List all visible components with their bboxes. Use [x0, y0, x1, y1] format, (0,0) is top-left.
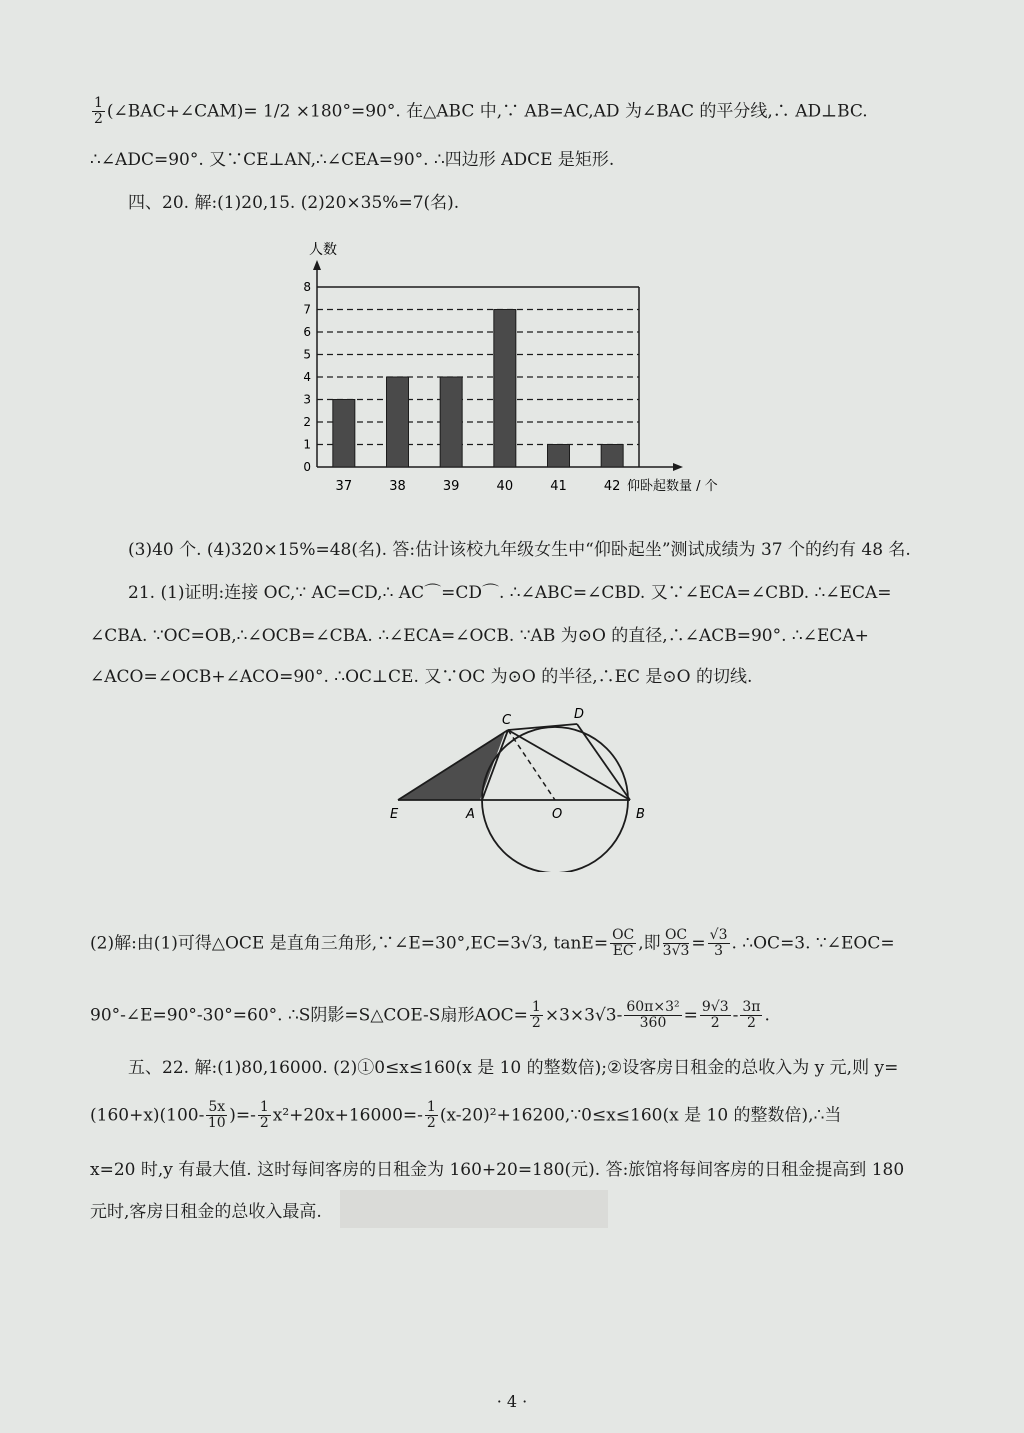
- fraction-r3-3: $\frac{√3}{3}$: [709, 927, 728, 960]
- line-cd: [508, 724, 577, 730]
- line-6: ∠CBA. ∵OC=OB,∴∠OCB=∠CBA. ∴∠ECA=∠OCB. ∵AB 为⊙O 的直径,∴∠ACB=90°. ∴∠ECA+: [90, 626, 869, 646]
- bar-chart: [290, 238, 760, 500]
- y-tick-label: 1: [303, 437, 311, 452]
- y-tick-label: 0: [303, 460, 311, 474]
- line-db: [577, 724, 630, 800]
- line-5: 21. (1)证明:连接 OC,∵ AC=CD,∴ AC⌒=CD⌒. ∴∠ABC=∠CBD. 又∵∠ECA=∠CBD. ∴∠ECA=: [128, 583, 892, 603]
- x-axis-label: 仰卧起数量 / 个: [627, 479, 718, 494]
- label-b: B: [636, 807, 645, 822]
- y-axis-label: 人数: [309, 242, 337, 258]
- fraction-half-4: $\frac{1}{2}$: [426, 1099, 436, 1132]
- x-tick-label: 39: [442, 479, 460, 494]
- y-tick-label: 4: [303, 370, 311, 384]
- label-d: D: [574, 707, 585, 722]
- y-tick-label: 6: [303, 325, 311, 339]
- fraction-5x: $\frac{5x}{10}$: [207, 1099, 226, 1132]
- line-co: [508, 730, 555, 800]
- fraction-oc-3r3: $\frac{OC}{3√3}$: [662, 927, 690, 960]
- y-tick-label: 5: [303, 347, 311, 362]
- bar: [548, 445, 570, 468]
- line-11: (160+x)(100- $\frac{5x}{10}$ )=- $\frac{1}{2}$ x²+20x+16000=- $\frac{1}{2}$ (x-20)²+16200,∵0≤x≤160(x 是 10 的整数倍),∴当: [90, 1099, 842, 1132]
- x-tick-label: 40: [496, 479, 514, 494]
- bar: [387, 377, 409, 467]
- y-axis-arrow: [313, 260, 321, 270]
- bar: [333, 400, 355, 468]
- y-tick-label: 2: [303, 415, 311, 429]
- line-4: (3)40 个. (4)320×15%=48(名). 答:估计该校九年级女生中“仰卧起坐”测试成绩为 37 个的约有 48 名.: [128, 540, 911, 560]
- line-9: 90°-∠E=90°-30°=60°. ∴S阴影=S△COE-S扇形AOC= $\frac{1}{2}$ ×3×3√3- $\frac{\text{60π×3²}}{360}$ = $\frac{9√3}{2}$ - $\frac{3\pi}{2}$ .: [90, 999, 770, 1032]
- line-cb: [508, 730, 630, 800]
- label-a: A: [466, 807, 475, 822]
- fraction-three-pi: $\frac{3\pi}{2}$: [742, 999, 761, 1032]
- line-8: (2)解:由(1)可得△OCE 是直角三角形,∵∠E=30°,EC=3√3, tanE= $\frac{OC}{EC}$ ,即 $\frac{OC}{3√3}$ = $\frac{√3}{3}$ . ∴OC=3. ∵∠EOC=: [90, 927, 895, 960]
- x-tick-label: 37: [335, 479, 353, 494]
- x-tick-label: 38: [389, 479, 406, 494]
- x-tick-label: 41: [550, 479, 567, 494]
- fraction-oc-ec: $\frac{OC}{EC}$: [612, 927, 635, 960]
- circle-figure: [380, 700, 670, 872]
- line-13: 元时,客房日租金的总收入最高.: [90, 1202, 322, 1222]
- label-o: O: [552, 807, 563, 822]
- y-tick-label: 8: [303, 280, 311, 294]
- fraction-half-3: $\frac{1}{2}$: [259, 1099, 269, 1132]
- bar: [440, 377, 462, 467]
- line-3: 四、20. 解:(1)20,15. (2)20×35%=7(名).: [128, 193, 460, 213]
- fraction-half-2: $\frac{1}{2}$: [531, 999, 541, 1032]
- label-e: E: [390, 807, 399, 822]
- line-12: x=20 时,y 有最大值. 这时每间客房的日租金为 160+20=180(元). 答:旅馆将每间客房的日租金提高到 180: [90, 1160, 905, 1180]
- label-c: C: [502, 713, 512, 728]
- page-number: · 4 ·: [496, 1392, 528, 1411]
- blank-box: [340, 1190, 608, 1228]
- y-tick-label: 7: [303, 302, 311, 317]
- fraction-sector: $\frac{\text{60π×3²}}{360}$: [626, 999, 680, 1032]
- bar: [494, 310, 516, 468]
- y-tick-label: 3: [303, 392, 311, 407]
- line-2: ∴∠ADC=90°. 又∵CE⊥AN,∴∠CEA=90°. ∴四边形 ADCE 是矩形.: [90, 150, 615, 170]
- bar: [601, 445, 623, 468]
- line-10: 五、22. 解:(1)80,16000. (2)①0≤x≤160(x 是 10 的整数倍);②设客房日租金的总收入为 y 元,则 y=: [128, 1058, 899, 1078]
- x-tick-label: 42: [603, 479, 621, 494]
- fraction-nine-r3: $\frac{9√3}{2}$: [701, 999, 729, 1032]
- x-axis-arrow: [673, 463, 683, 471]
- fraction-half: $\frac{1}{2}$: [94, 95, 103, 128]
- line-7: ∠ACO=∠OCB+∠ACO=90°. ∴OC⊥CE. 又∵OC 为⊙O 的半径,∴EC 是⊙O 的切线.: [90, 667, 753, 687]
- line-1: $\frac{1}{2}$ (∠BAC+∠CAM)= 1/2 ×180°=90°. 在△ABC 中,∵ AB=AC,AD 为∠BAC 的平分线,∴ AD⊥BC.: [94, 95, 868, 128]
